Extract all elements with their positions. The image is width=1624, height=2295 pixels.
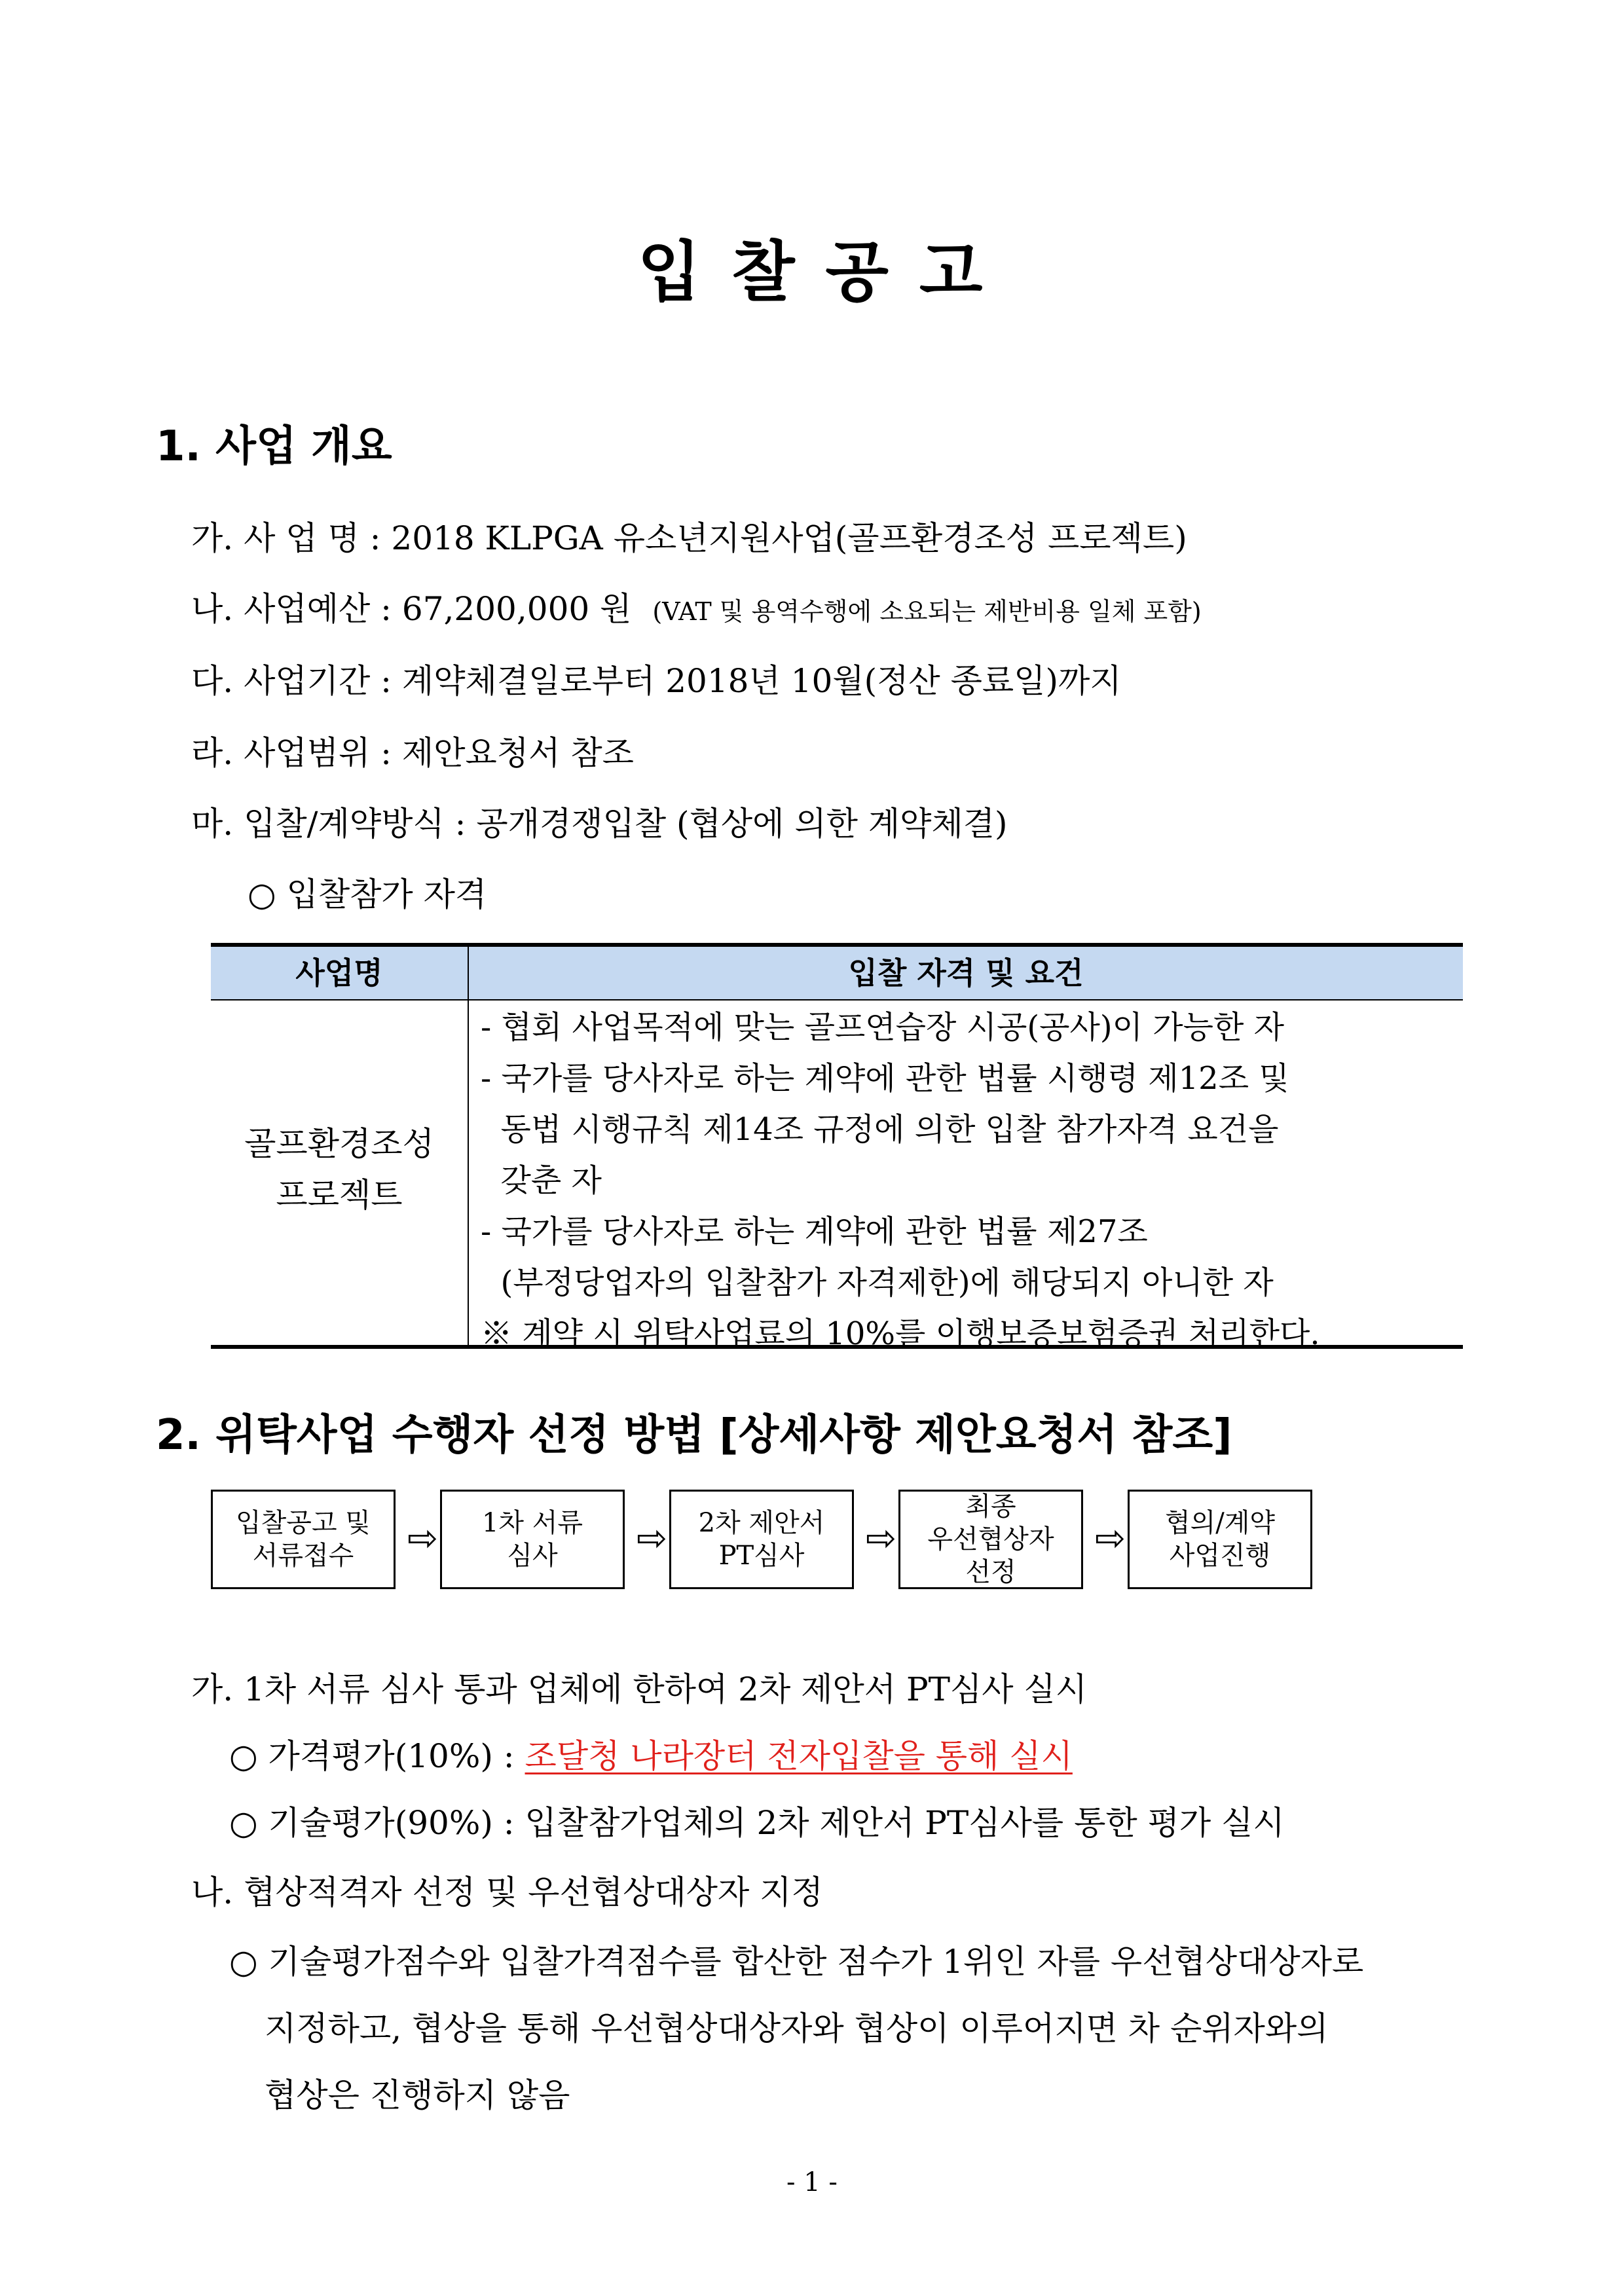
- tech-evaluation: ○ 기술평가(90%) : 입찰참가업체의 2차 제안서 PT심사를 통한 평가 실시: [229, 1804, 1285, 1842]
- requirement-line: - 국가를 당사자로 하는 계약에 관한 법률 제27조: [481, 1213, 1148, 1250]
- flow-arrow-icon: ⇨: [637, 1517, 667, 1560]
- flow-step-text: 2차 제안서: [698, 1508, 825, 1538]
- flow-step-contract: [1128, 1490, 1312, 1589]
- selection-item-na: 나. 협상적격자 선정 및 우선협상대상자 지정: [191, 1873, 823, 1911]
- flow-step-text: 1차 서류: [481, 1508, 583, 1538]
- flow-step-pt-review: [669, 1490, 854, 1589]
- requirement-line: 동법 시행규칙 제14조 규정에 의한 입찰 참가자격 요건을: [481, 1111, 1279, 1148]
- flow-step-text: 입찰공고 및: [236, 1508, 371, 1538]
- flow-step-text: 선정: [965, 1557, 1016, 1587]
- flow-step-text: PT심사: [718, 1541, 805, 1571]
- page-title: 입 찰 공 고: [637, 234, 987, 310]
- price-evaluation: [229, 1730, 1073, 1777]
- overview-item-budget: [191, 583, 1202, 630]
- flow-step-document-review: [440, 1490, 625, 1589]
- price-evaluation-label: ○ 가격평가(10%) :: [229, 1737, 525, 1775]
- flow-step-final-selection: [898, 1490, 1083, 1589]
- flow-step-text: 협의/계약: [1164, 1508, 1276, 1538]
- flow-step-text: 최종: [965, 1492, 1016, 1522]
- overview-item-project-name: 가. 사 업 명 : 2018 KLPGA 유소년지원사업(골프환경조성 프로젝트): [191, 519, 1187, 557]
- selection-item-ga: 가. 1차 서류 심사 통과 업체에 한하여 2차 제안서 PT심사 실시: [191, 1670, 1088, 1708]
- section-1-heading: 1. 사업 개요: [156, 422, 392, 471]
- qualification-label: ○ 입찰참가 자격: [248, 875, 487, 913]
- overview-item-method: 마. 입찰/계약방식 : 공개경쟁입찰 (협상에 의한 계약체결): [191, 805, 1008, 843]
- table-header-project: 사업명: [295, 955, 383, 991]
- table-header-requirements: 입찰 자격 및 요건: [848, 955, 1084, 991]
- table-cell-project-line-1: 골프환경조성: [244, 1125, 434, 1163]
- negotiation-line: 협상은 진행하지 않음: [265, 2076, 570, 2114]
- table-column-divider: [468, 947, 469, 1345]
- flow-arrow-icon: ⇨: [866, 1517, 896, 1560]
- overview-item-scope: 라. 사업범위 : 제안요청서 참조: [191, 734, 634, 772]
- table-note: ※ 계약 시 위탁사업료의 10%를 이행보증보험증권 처리한다.: [481, 1315, 1320, 1352]
- qualification-table: [211, 943, 1463, 1352]
- overview-item-period: 다. 사업기간 : 계약체결일로부터 2018년 10월(정산 종료일)까지: [191, 662, 1122, 700]
- requirement-line: (부정당업자의 입찰참가 자격제한)에 해당되지 아니한 자: [481, 1264, 1274, 1301]
- flow-arrow-icon: ⇨: [407, 1517, 438, 1560]
- flow-step-text: 심사: [507, 1541, 558, 1571]
- flow-arrow-icon: ⇨: [1095, 1517, 1126, 1560]
- flow-step-announcement: [211, 1490, 396, 1589]
- negotiation-line: 지정하고, 협상을 통해 우선협상대상자와 협상이 이루어지면 차 순위자와의: [265, 2010, 1329, 2047]
- requirement-line: - 협회 사업목적에 맞는 골프연습장 시공(공사)이 가능한 자: [481, 1009, 1284, 1046]
- requirement-line: - 국가를 당사자로 하는 계약에 관한 법률 시행령 제12조 및: [481, 1060, 1289, 1097]
- flow-step-text: 사업진행: [1169, 1541, 1271, 1571]
- table-cell-project-line-2: 프로젝트: [276, 1176, 403, 1214]
- page-number: - 1 -: [786, 2167, 838, 2197]
- requirement-line: 갖춘 자: [481, 1162, 602, 1199]
- budget-note: (VAT 및 용역수행에 소요되는 제반비용 일체 포함): [652, 597, 1202, 626]
- budget-text: 나. 사업예산 : 67,200,000 원: [191, 590, 632, 628]
- negotiation-line: ○ 기술평가점수와 입찰가격점수를 합산한 점수가 1위인 자를 우선협상대상자로: [229, 1943, 1364, 1981]
- section-2-heading: 2. 위탁사업 수행자 선정 방법 [상세사항 제안요청서 참조]: [156, 1411, 1232, 1460]
- price-evaluation-detail: 조달청 나라장터 전자입찰을 통해 실시: [525, 1737, 1073, 1775]
- flow-step-text: 우선협상자: [927, 1524, 1054, 1554]
- flow-step-text: 서류접수: [252, 1541, 354, 1571]
